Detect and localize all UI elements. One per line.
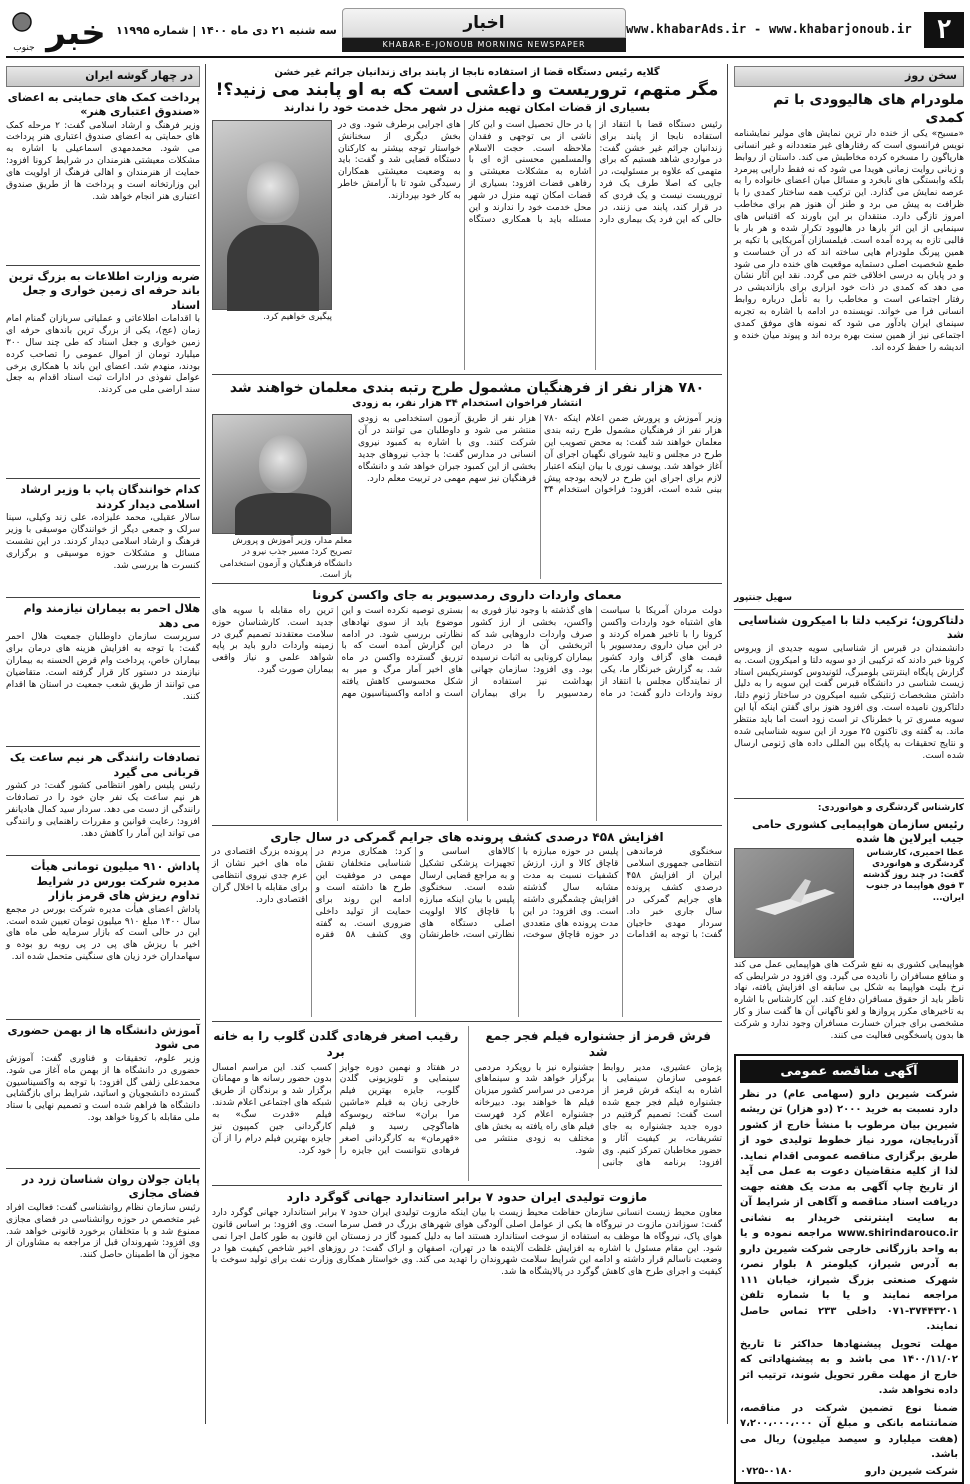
brief-title: پاداش ۹۱۰ میلیون تومانی هیأت مدیره شرکت بورس در شرایط تداوم ریزش های قرمز بازار — [30, 860, 200, 903]
tender-ad — [734, 1054, 964, 1484]
column-rule — [727, 64, 728, 1424]
brief-item — [6, 270, 200, 475]
brief-item — [6, 602, 200, 742]
customs-title: افزایش ۴۵۸ درصدی کشف پرونده های جرایم گمرکی در سال جاری — [270, 829, 664, 844]
vaccine-title: معمای واردات داروی رمدسیویر به جای واکسن کرونا — [312, 588, 622, 603]
lead-title: مگر متهم، تروریست و داعشی است که به او پابند می زنید؟! — [215, 80, 719, 101]
brief-body: سرپرست سازمان داوطلبان جمعیت هلال احمر گفت: با توجه به افزایش هزینه های درمان برای بیماران خاص، پرداخت وام قرض الحسنه به بیماران نیازمند در دستور کار قرار گرفته است. متقاضیان می توانند از طریق شعب جمعیت در استان ها اقدام کنند. — [6, 632, 200, 702]
ad-deadline: مهلت تحویل پیشنهادها حداکثر تا تاریخ ۱۴۰۰/۱۱/۰۲ می باشد و به پیشنهاداتی که خارج از مهلت مقرر تحویل شوند، ترتیب اثر داده نخواهد شد. — [740, 1338, 958, 1397]
ad-title: آگهی مناقصه عمومی — [740, 1060, 958, 1083]
brief-item — [6, 751, 200, 851]
brief-body: پاداش اعضای هیأت مدیره شرکت بورس در مجمع سال ۱۴۰۰ مبلغ ۹۱۰ میلیون تومان تعیین شده است. این در حالی است که بازار سرمایه طی ماه های اخیر با ریزش های پی در پی روبه رو بوده و سهامداران خرد زیان های سنگینی متحمل شده اند. — [6, 904, 200, 963]
story-byline: کارشناس گردشگری و هوانوردی: — [817, 802, 964, 813]
brief-item — [6, 1173, 200, 1293]
center-column — [212, 66, 722, 1426]
globe-icon — [13, 13, 31, 31]
brief-title: آموزش دانشگاه ها از بهمن حضوری می شود — [7, 1023, 200, 1052]
briefs-box-title: در چهار گوشه ایران — [6, 66, 200, 87]
vaccine-body: دولت مردان آمریکا با سیاست های اشتباه خود واردات واکسن کرونا را با تاخیر همراه کردند و در این میان داروی رمدسیویر با قیمت های گزاف وارد کشور شد. به گزارش خبرنگار ما، یکی از نمایندگان مجلس با انتقاد از روند واردات دارو گفت: در ماه های گذشته با وجود نیاز فوری به واکسن، بخشی از ارز کشور صرف واردات داروهایی شد که اثربخشی آن ها در درمان بیماران کرونایی به اثبات نرسیده بود. وی افزود: سازمان جهانی بهداشت نیز استفاده از رمدسیویر را برای بیماران بستری توصیه نکرده است و این موضوع باید از سوی نهادهای نظارتی بررسی شود. در ادامه این گزارش آمده است که با تزریق گسترده واکسن در ماه های اخیر آمار مرگ و میر به شکل محسوسی کاهش یافته است و ادامه واکسیناسیون مهم ترین راه مقابله با سویه های جدید است. کارشناسان حوزه سلامت معتقدند تصمیم گیری در زمینه واردات دارو باید بر پایه شواهد علمی و نیاز واقعی بیماران صورت گیرد. — [212, 605, 722, 699]
teachers-photo-caption: معلم مدار، وزیر آموزش و پرورش تصریح کرد: مسیر جذب نیرو در دانشگاه فرهنگیان و آزمون استخدامی باز است. — [219, 536, 352, 580]
briefs-column — [6, 66, 200, 1426]
lead-kicker: گلایه رئیس دستگاه قضا از استفاده نابجا از پابند برای زندانیان جرائم غیر خشن — [274, 67, 660, 78]
story-title: دلتاکرون؛ ترکیب دلتا با امیکرون شناسایی شد — [738, 613, 964, 642]
brief-item — [6, 483, 200, 593]
lead-subtitle: بسیاری از قضات امکان تهیه منزل در شهر محل خدمت خود را ندارند — [283, 101, 651, 115]
education-minister-photo — [212, 414, 352, 534]
brief-body: رئیس سازمان نظام روانشناسی گفت: فعالیت افراد غیر متخصص در حوزه روانشناسی در فضای مجازی ممنوع شد و با متخلفان برخورد قانونی خواهد شد. وی افزود: شهروندان قبل از مراجعه به مشاوران از مجوز آن ها اطمینان حاصل کنند. — [6, 1202, 200, 1261]
editorial-box-title: سخن روز — [734, 66, 964, 87]
section-title: اخبار — [342, 8, 626, 38]
ad-body: شرکت شیرین دارو (سهامی عام) در نظر دارد نسبت به خرید ۲۰۰۰ (دو هزار) تن ریشه شیرین بیان مرطوب با منشأ خارج از کشور آذربایجان، مورد نیاز خطوط تولیدی خود از طریق برگزاری مناقصه عمومی اقدام نماید. لذا از کلیه متقاضیان دعوت به عمل می آید از تاریخ چاپ آگهی به مدت یک هفته جهت دریافت اسناد مناقصه و آگاهی از شرایط آن به سایت اینترنتی خریدار به نشانی www.shirindarouco.ir مراجعه نموده و یا به واحد بازرگانی خارجی شرکت شیرین دارو به آدرس شیراز، کیلومتر ۸ بلوار نصر، شهرک صنعتی بزرگ شیراز، خیابان ۱۱۱ مراجعه نمایند و یا با شماره تلفن ۳۷۴۴۳۲۰۱-۰۷۱ داخلی ۲۳۳ تماس حاصل نمایند. — [740, 1088, 958, 1333]
airport-photo — [734, 848, 854, 958]
lead-photo-caption: پیگیری خواهیم کرد. — [263, 311, 332, 322]
masthead — [6, 6, 964, 58]
editorial-author: سهیل جنتپور — [734, 592, 792, 603]
golden-globe-title: رقیب اصغر فرهادی گلدن گلوب را به خانه برد — [213, 1029, 459, 1059]
brief-body: رئیس پلیس راهور انتظامی کشور گفت: در کشور هر نیم ساعت یک نفر جان خود را در تصادفات رانندگی از دست می دهد. سردار سید کمال هادیانفر افزود: رعایت قوانین و مقررات راهنمایی و رانندگی می تواند این آمار را کاهش دهد. — [6, 781, 200, 839]
brief-title: پرداخت کمک های حمایتی به اعضای «صندوق اعتباری هنر» — [7, 90, 200, 119]
teachers-title: ۷۸۰ هزار نفر از فرهنگیان مشمول طرح رتبه بندی معلمان خواهند شد — [229, 379, 705, 396]
teachers-subtitle: انتشار فراخوان استخدام ۳۴ هزار نفر، به زودی — [352, 397, 582, 409]
website-url[interactable]: www.khabarAds.ir - www.khabarjonoub.ir — [626, 22, 912, 36]
mazut-title: مازوت تولیدی ایران حدود ۷ برابر استاندارد جهانی گوگرد دارد — [286, 1190, 648, 1205]
brief-title: پایان جولان روان شناسان زرد در فضای مجازی — [22, 1172, 200, 1201]
editorial-body: «مسیح» یکی از خنده دار ترین نمایش های مولیر نمایشنامه نویس فرانسوی است که رفتارهای غیر متعددانه و غیر انسانی هارپاگون را مسخره کرده مخاطبش می کند. داستان از روابط و زبانی روایت زمانی هویدا می شود که نه فقط دارایی پیرمرد بلکه وابستگی های نابخرد و مسائل میان اعضای خانواده را به عرصه نمایش می گذارد. این ترکیب همه ساختار کمدی را با ظرافت به پیش می برد و طنز آن هنوز هم برای مخاطب امروز تازگی دارد. منتقدان بر این باورند که اقتباس های سینمایی از این اثر بارها در هالیوود تکرار شده و هر بار با قالبی تازه به پرده آمده است. فیلمسازان آمریکایی با تکیه بر همین پیرنگ ملودرام هایی ساخته اند که در آن خساست و طمع شخصیت اصلی دستمایه موقعیت های خنده دار می شود و در پایان به درسی اخلاقی ختم می گردد. نقد این آثار نشان می دهد که کمدی در ذات خود ابزاری برای بازاندیشی در رفتار اجتماعی است و مخاطب را به تأمل درباره روابط انسانی فرا می خواند. نویسنده در ادامه با اشاره به تجربه سینمای ایران یادآور می شود که نمونه های موفق کمدی اجتماعی نیز از همین سنت بهره برده اند و پیوند میان خنده و اندیشه را حفظ کرده اند. — [734, 128, 964, 353]
newspaper-logo — [6, 6, 110, 54]
logo-text: خبر — [46, 13, 106, 53]
brief-title: کدام خوانندگان پاپ با وزیر ارشاد اسلامی دیدار کردند — [20, 483, 200, 511]
ad-guarantee: ضمنا نوع تضمین شرکت در مناقصه، ضمانتنامه بانکی و مبلغ آن ۷،۲۰۰،۰۰۰،۰۰۰ (هفت میلیارد و سیصد میلیون) ریال می باشد. — [740, 1402, 958, 1461]
brief-body: وزیر علوم، تحقیقات و فناوری گفت: آموزش حضوری در دانشگاه ها از بهمن ماه آغاز می شود. محمدعلی زلفی گل افزود: با توجه به واکسیناسیون گسترده دانشجویان و اساتید، شرایط برای بازگشایی دانشگاه ها فراهم شده است و تصمیم نهایی با ستاد ملی مقابله با کرونا خواهد بود. — [6, 1053, 200, 1124]
editorial-title: ملودرام های هالیوودی با تم کمدی — [773, 91, 964, 126]
brief-body: وزیر فرهنگ و ارشاد اسلامی گفت: ۲ مرحله کمک های حمایتی به اعضای صندوق اعتباری هنر پرداخت می شود. محمدمهدی اسماعیلی با اشاره به مشکلات معیشتی هنرمندان در شرایط کرونا افزود: حمایت از هنرمندان و اهالی فرهنگ از اولویت های این وزارتخانه است و پرداخت ها از طریق صندوق اعتباری هنر انجام خواهد شد. — [6, 120, 200, 202]
golden-globe-body: در هفتاد و نهمین دوره جوایز سینمایی و تلویزیونی گلدن گلوب، جایزه بهترین فیلم خارجی زبان به فیلم «ماشین مرا بران» ساخته ریوسوکه هاماگوچی رسید و فیلم «قهرمان» به کارگردانی اصغر فرهادی نتوانست این جایزه را کسب کند. این مراسم امسال بدون حضور رسانه ها و مهمانان برگزار شد و برندگان از طریق شبکه های اجتماعی اعلام شدند. فیلم «قدرت سگ» به کارگردانی جین کمپیون نیز جایزه بهترین فیلم درام را از آن خود کرد. — [212, 1062, 460, 1156]
fajr-body: پژمان عشیری، مدیر روابط عمومی سازمان سینمایی با اشاره به اینکه فرش قرمز از جشنواره فیلم فجر جمع شده است گفت: تصمیم گرفتیم در دوره جدید جشنواره به جای تشریفات، بر کیفیت آثار و حضور مخاطبان تمرکز کنیم. وی افزود: برنامه های جانبی جشنواره نیز با رویکرد مردمی برگزار خواهد شد و سینماهای مردمی در سراسر کشور میزبان فیلم ها خواهند بود. دبیرخانه جشنواره اعلام کرد فهرست فیلم های راه یافته به بخش های مختلف به زودی منتشر می شود. — [474, 1062, 722, 1168]
english-name: KHABAR-E-JONOUB MORNING NEWSPAPER — [342, 38, 626, 52]
story-body-2: هواپیمایی کشوری به نفع شرکت های هواپیمایی عمل می کند و منافع مسافران را نادیده می گیرد. وی افزود در شرایطی که نرخ بلیت هواپیما به شکل بی سابقه ای افزایش یافته، نهاد ناظر باید از حقوق مسافران دفاع کند. این کارشناس با اشاره به تاخیرهای مکرر پروازها و لغو ناگهانی آن ها گفت ساز و کار مشخصی برای جبران خسارت مسافران وجود ندارد و شرکت ها بدون پاسخگویی فعالیت می کنند. — [734, 959, 964, 1041]
brief-title: هلال احمر به بیماران نیازمند وام می دهد — [23, 602, 200, 630]
brief-title: تصادفات رانندگی هر نیم ساعت یک قربانی می گیرد — [9, 751, 200, 779]
brief-body: سالار عقیلی، محمد علیزاده، علی زند وکیلی، سینا سرلک و جمعی دیگر از خوانندگان موسیقی با وزیر فرهنگ و ارشاد اسلامی دیدار کردند. در این نشست مسائل و مشکلات حوزه موسیقی و برگزاری کنسرت ها بررسی شد. — [6, 513, 200, 571]
column-rule — [205, 64, 206, 1424]
lead-body: رئیس دستگاه قضا با انتقاد از استفاده نابجا از پابند برای زندانیان جرائم غیر خشن گفت: در مواردی شاهد هستیم که برای متهمی که علاوه بر مسئولیت، در جایی که اصلا طرف یک فرد تروریست نیست و یک فردی که در قرار کند، پابند می زنند، در حالی که این فرد یک بیماری دارد یا در حال تحصیل است و این کار ناشی از بی توجهی و فقدان ملاحظه است. حجت الاسلام والمسلمین محسنی اژه ای با اشاره به مشکلات معیشتی و رفاهی قضات افزود: بسیاری از قضات امکان تهیه منزل در شهر محل خدمت خود را ندارند و این مسئله باید با همکاری دستگاه های اجرایی برطرف شود. وی در بخش دیگری از سخنانش خواستار توجه بیشتر به کارکنان دستگاه قضایی شد و گفت: باید به وضعیت معیشتی همکاران رسیدگی شود تا با آرامش خاطر به کار خود بپردازند. — [338, 119, 722, 225]
ad-code: ۰۷۲۵-۰۱۸۰ — [740, 1465, 793, 1477]
brief-item — [6, 860, 200, 1015]
customs-body: سخنگوی فرماندهی انتظامی جمهوری اسلامی ایران از افزایش ۴۵۸ درصدی کشف پرونده های جرایم گمرکی در سال جاری خبر داد. سردار مهدی حاجیان گفت: با توجه به اقدامات پلیس در حوزه مبارزه با قاچاق کالا و ارز، ارزش کشفیات نسبت به مدت مشابه سال گذشته افزایش چشمگیری داشته است. وی افزود: در این مدت پرونده های متعددی در حوزه قاچاق سوخت، کالاهای اساسی و تجهیزات پزشکی تشکیل و به مراجع قضایی ارسال شده است. سخنگوی پلیس با بیان اینکه مبارزه با قاچاق کالا اولویت اصلی دستگاه های نظارتی است، خاطرنشان کرد: همکاری مردم در شناسایی متخلفان نقش مهمی در موفقیت این طرح ها داشته است و ادامه این روند برای حمایت از تولید داخلی ضروری است. به گفته وی کشف ۵۸ فقره پرونده بزرگ اقتصادی در ماه های اخیر نشان از عزم جدی نیروی انتظامی برای مقابله با اخلال گران اقتصادی دارد. — [212, 847, 722, 941]
mazut-body: معاون محیط زیست انسانی سازمان حفاظت محیط زیست با بیان اینکه مازوت تولیدی ایران حدود ۷ برابر استاندارد جهانی گوگرد دارد گفت: سوزاندن مازوت در نیروگاه ها یکی از عوامل اصلی آلودگی هوای شهرهای بزرگ در فصل سرما است. وی افزود: بر اساس قانون هوای پاک، نیروگاه ها موظف به استفاده از سوخت استاندارد هستند اما به دلیل کمبود گاز در زمستان این قانون به طور کامل اجرا نمی شود. این مقام مسئول با اشاره به افزایش غلظت آلاینده ها در تهران، اصفهان و اراک گفت: در روزهای اخیر شاخص کیفیت هوا در وضعیت ناسالم قرار داشته و ادامه این شرایط سلامت شهروندان را تهدید می کند. وی خواستار همکاری وزارت نفت برای تولید سوخت با کیفیت و اجرای طرح های کاهش گوگرد در پالایشگاه ها شد. — [212, 1207, 722, 1278]
ad-company: شرکت شیرین دارو — [865, 1465, 958, 1477]
brief-item — [6, 91, 200, 261]
airplane-icon — [735, 849, 853, 957]
editorial-column — [734, 66, 965, 1477]
page-number: ۲ — [924, 12, 964, 48]
logo-small: جنوب — [13, 43, 35, 53]
brief-title: ضربه وزارت اطلاعات به بزرگ ترین باند حرفه ای زمین خواری و جعل اسناد — [8, 269, 200, 312]
fajr-title: فرش قرمز از جشنواره فیلم فجر جمع شد — [485, 1029, 711, 1059]
brief-item — [6, 1024, 200, 1164]
judiciary-chief-photo — [212, 120, 332, 310]
story-body: دانشمندان در قبرس از شناسایی سویه جدیدی از ویروس کرونا خبر دادند که ترکیبی از دو سویه دلتا و امیکرون است. به گزارش پایگاه اینترنتی بلومبرگ، لئونیدوس کوستریکیس استاد زیست شناسی در دانشگاه قبرس گفت این سویه را به دلیل داشتن مشخصات ژنتیکی شبیه امیکرون در ساختار ژنوم دلتا، دلتاکرون نامیده است. وی افزود هنوز برای گفتن اینکه آیا این سویه مسری تر یا خطرناک تر است زود است اما باید منتظر ماند. به گفته وی تاکنون ۲۵ مورد از این سویه شناسایی شده و نتایج تحقیقات به پایگاه بین المللی داده های ژنومی ارسال شده است. — [734, 643, 965, 761]
story-title-2: رئیس سازمان هواپیمایی کشوری حامی جیب ایرلاین ها شده — [751, 817, 964, 846]
photo-caption: عطا احمیری، کارشناس گردشگری و هوانوردی گفت: در چند روز گذشته ۳ فوق هواپیما در جنوب ایران... — [863, 847, 964, 903]
issue-date: سه شنبه ۲۱ دی ماه ۱۴۰۰ | شماره ۱۱۹۹۵ — [116, 24, 337, 37]
teachers-body: وزیر آموزش و پرورش ضمن اعلام اینکه ۷۸۰ هزار نفر از فرهنگیان مشمول طرح رتبه بندی معلمان خواهند شد گفت: به محض تصویب این طرح در مجلس و تایید شورای نگهبان اجرای آن آغاز خواهد شد. یوسف نوری با بیان اینکه اعتبار لازم برای اجرای این طرح در لایحه بودجه پیش بینی شده است، افزود: فراخوان استخدام ۳۴ هزار نفر از طریق آزمون استخدامی به زودی منتشر می شود و داوطلبان می توانند در آن شرکت کنند. وی با اشاره به کمبود نیروی انسانی در مدارس گفت: با جذب نیروهای جدید بخشی از این کمبود جبران خواهد شد و دانشگاه فرهنگیان نیز سهم مهمی در تربیت معلم دارد. — [358, 414, 722, 496]
brief-body: با اقدامات اطلاعاتی و عملیاتی سربازان گمنام امام زمان (عج)، یکی از بزرگ ترین باندهای حرفه ای زمین خواری و جعل اسناد که طی چند سال ۳۰۰ میلیارد تومان از اموال عمومی را تصاحب کرده بودند، منهدم شد. اعضای این باند با همکاری برخی عوامل نفوذی در ادارات ثبت اسناد اقدام به جعل سند اراضی ملی می کردند. — [6, 314, 200, 396]
